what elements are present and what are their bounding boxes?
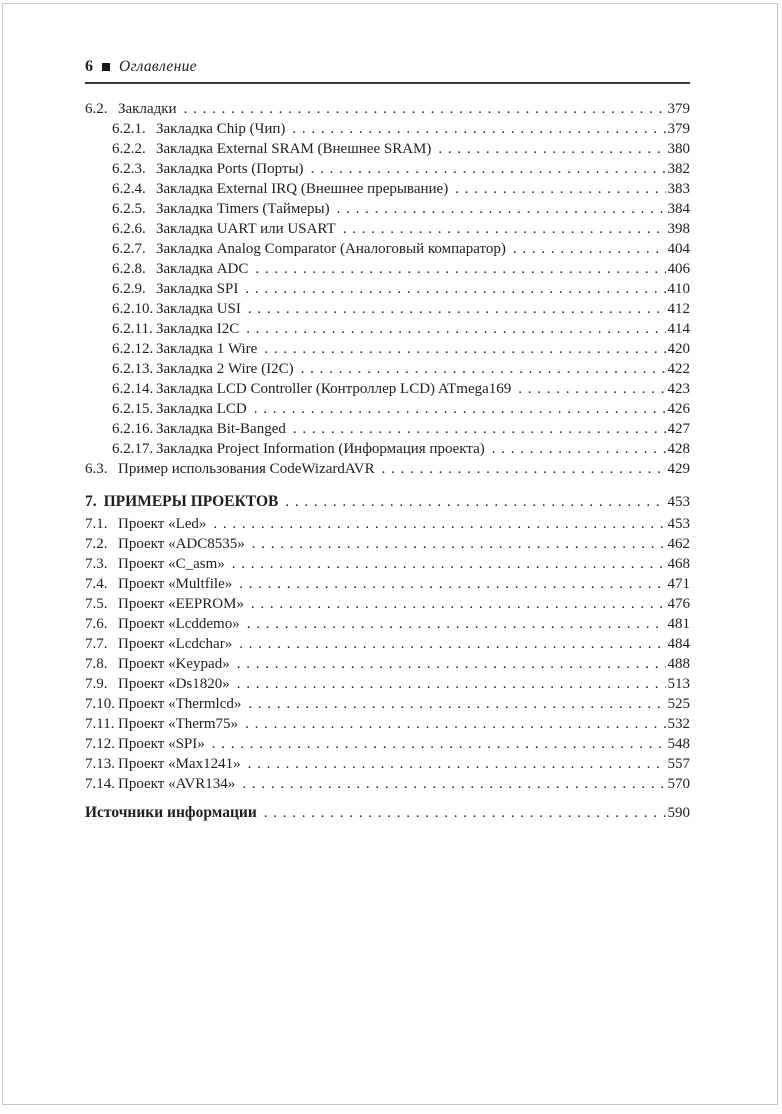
dot-leader [232, 574, 666, 594]
entry-page-number: 398 [667, 221, 690, 237]
dot-leader [247, 399, 666, 419]
entry-number: 7.8. [85, 656, 108, 672]
entry-page-number: 426 [667, 401, 690, 417]
toc-entry [85, 159, 690, 179]
entry-title: Проект «EEPROM» [118, 596, 244, 612]
toc-entry [85, 179, 690, 199]
dot-leader [304, 159, 666, 179]
entry-page-number: 427 [667, 421, 690, 437]
dot-leader [230, 674, 666, 694]
entry-title: Проект «Multfile» [118, 576, 233, 592]
dot-leader [448, 179, 666, 199]
toc-entry [85, 554, 690, 574]
entry-page-number: 471 [667, 576, 690, 592]
entry-page-number: 428 [667, 441, 690, 457]
dot-leader [506, 239, 666, 259]
dot-leader [241, 754, 666, 774]
entry-page-number: 380 [667, 141, 690, 157]
entry-number: 6.2.16. [112, 421, 154, 437]
entry-number: 6.2.11. [112, 321, 153, 337]
entry-page-number: 488 [667, 656, 690, 672]
entry-title: Закладка 1 Wire [156, 341, 258, 357]
entry-title: Закладка Project Information (Информация проекта) [156, 441, 485, 457]
toc-entry [85, 514, 690, 534]
entry-title: Закладка 2 Wire (I2C) [156, 361, 294, 377]
entry-title: Закладка External SRAM (Внешнее SRAM) [156, 141, 432, 157]
toc-entry [85, 534, 690, 554]
entry-title: Закладка Chip (Чип) [156, 121, 286, 137]
toc-entry [85, 339, 690, 359]
entry-number: 6.2.14. [112, 381, 154, 397]
dot-leader [232, 634, 666, 654]
dot-leader [177, 99, 666, 119]
entry-page-number: 484 [667, 636, 690, 652]
entry-title: Закладка Ports (Порты) [156, 161, 304, 177]
dot-leader [239, 319, 666, 339]
toc-entry [85, 199, 690, 219]
entry-title: Проект «SPI» [118, 736, 205, 752]
entry-page-number: 429 [667, 461, 690, 477]
toc-entry [85, 259, 690, 279]
page-content [3, 4, 777, 823]
entry-page-number: 404 [667, 241, 690, 257]
entry-page-number: 513 [667, 676, 690, 692]
entry-page-number: 384 [667, 201, 690, 217]
entry-number: 7.14. [85, 776, 115, 792]
entry-page-number: 468 [667, 556, 690, 572]
running-title: Оглавление [119, 58, 197, 75]
entry-title: Закладка ADC [156, 261, 249, 277]
entry-number: 7.3. [85, 556, 108, 572]
dot-leader [206, 514, 666, 534]
entry-number: 7.13. [85, 756, 115, 772]
entry-title: Закладка UART или USART [156, 221, 336, 237]
dot-leader [330, 199, 666, 219]
toc-entry [85, 399, 690, 419]
entry-page-number: 406 [667, 261, 690, 277]
entry-title: Проект «Ds1820» [118, 676, 230, 692]
entry-number: 7.6. [85, 616, 108, 632]
entry-title: Закладка External IRQ (Внешнее прерывание) [156, 181, 449, 197]
entry-page-number: 557 [667, 756, 690, 772]
entry-page-number: 525 [667, 696, 690, 712]
toc-entry [85, 359, 690, 379]
entry-page-number: 453 [667, 516, 690, 532]
entry-page-number: 414 [667, 321, 690, 337]
toc-entry [85, 459, 690, 479]
entry-number: 7.5. [85, 596, 108, 612]
toc-entry [85, 574, 690, 594]
entry-title: Проект «Lcdchar» [118, 636, 233, 652]
entry-title: Проект «Thermlcd» [118, 696, 242, 712]
toc-entry [85, 754, 690, 774]
entry-title: Проект «Led» [118, 516, 207, 532]
entry-number: 6.3. [85, 461, 108, 477]
dot-leader [257, 803, 666, 823]
toc-entry [85, 614, 690, 634]
entry-number: 6.2.12. [112, 341, 154, 357]
entry-number: 7. [85, 493, 97, 510]
toc-entry [85, 219, 690, 239]
entry-number: 7.12. [85, 736, 115, 752]
entry-page-number: 590 [667, 805, 690, 821]
entry-title: Проект «Keypad» [118, 656, 230, 672]
entry-number: 6.2.9. [112, 281, 146, 297]
entry-title: Закладка I2C [156, 321, 240, 337]
toc-entry [85, 634, 690, 654]
dot-leader [431, 139, 666, 159]
entry-title: Закладка SPI [156, 281, 239, 297]
dot-leader [336, 219, 666, 239]
book-page [2, 3, 778, 1105]
entry-number: 6.2.1. [112, 121, 146, 137]
table-of-contents [85, 99, 690, 823]
entry-number: 6.2.8. [112, 261, 146, 277]
entry-page-number: 462 [667, 536, 690, 552]
toc-entry [85, 803, 690, 823]
entry-number: 6.2.10. [112, 301, 154, 317]
entry-page-number: 481 [667, 616, 690, 632]
header-rule [85, 82, 690, 84]
entry-page-number: 379 [667, 121, 690, 137]
entry-number: 7.1. [85, 516, 108, 532]
toc-entry [85, 714, 690, 734]
dot-leader [375, 459, 666, 479]
dot-leader [485, 439, 666, 459]
entry-title: Проект «ADC8535» [118, 536, 245, 552]
toc-entry [85, 119, 690, 139]
dot-leader [241, 299, 666, 319]
toc-entry [85, 594, 690, 614]
entry-title: Закладки [118, 101, 177, 117]
dot-leader [240, 614, 666, 634]
dot-leader [205, 734, 666, 754]
entry-title: Закладка Analog Comparator (Аналоговый компаратор) [156, 241, 506, 257]
dot-leader [238, 279, 666, 299]
toc-entry [85, 239, 690, 259]
entry-title: Закладка Timers (Таймеры) [156, 201, 330, 217]
entry-title: Проект «Max1241» [118, 756, 241, 772]
dot-leader [245, 534, 666, 554]
entry-page-number: 570 [667, 776, 690, 792]
toc-entry [85, 654, 690, 674]
entry-page-number: 379 [667, 101, 690, 117]
entry-number: 6.2.6. [112, 221, 146, 237]
entry-number: 7.10. [85, 696, 115, 712]
dot-leader [511, 379, 666, 399]
entry-page-number: 532 [667, 716, 690, 732]
entry-title: Проект «AVR134» [118, 776, 236, 792]
entry-number: 6.2.4. [112, 181, 146, 197]
dot-leader [294, 359, 666, 379]
toc-entry [85, 299, 690, 319]
dot-leader [278, 492, 666, 512]
toc-entry [85, 379, 690, 399]
entry-title: Пример использования CodeWizardAVR [118, 461, 375, 477]
toc-entry [85, 674, 690, 694]
entry-page-number: 383 [667, 181, 690, 197]
entry-page-number: 420 [667, 341, 690, 357]
toc-entry [85, 694, 690, 714]
entry-page-number: 410 [667, 281, 690, 297]
entry-number: 7.2. [85, 536, 108, 552]
toc-entry [85, 99, 690, 119]
entry-page-number: 453 [667, 494, 690, 510]
toc-entry [85, 279, 690, 299]
entry-title: Закладка LCD [156, 401, 247, 417]
entry-number: 6.2. [85, 101, 108, 117]
entry-title: Источники информации [85, 804, 257, 821]
dot-leader [241, 694, 666, 714]
dot-leader [286, 419, 666, 439]
dot-leader [248, 259, 666, 279]
toc-entry [85, 139, 690, 159]
entry-number: 7.4. [85, 576, 108, 592]
dot-leader [257, 339, 666, 359]
dot-leader [230, 654, 666, 674]
toc-entry [85, 439, 690, 459]
toc-entry [85, 319, 690, 339]
entry-page-number: 476 [667, 596, 690, 612]
entry-number: 6.2.7. [112, 241, 146, 257]
entry-title: Закладка USI [156, 301, 241, 317]
entry-number: 6.2.3. [112, 161, 146, 177]
entry-page-number: 548 [667, 736, 690, 752]
square-bullet-icon [102, 63, 110, 71]
entry-number: 6.2.13. [112, 361, 154, 377]
folio-page-number: 6 [85, 58, 93, 75]
toc-entry [85, 492, 690, 512]
dot-leader [225, 554, 666, 574]
entry-title: ПРИМЕРЫ ПРОЕКТОВ [103, 493, 279, 510]
entry-page-number: 382 [667, 161, 690, 177]
toc-entry [85, 419, 690, 439]
toc-entry [85, 774, 690, 794]
entry-title: Закладка Bit-Banged [156, 421, 286, 437]
entry-number: 7.7. [85, 636, 108, 652]
toc-entry [85, 734, 690, 754]
entry-number: 6.2.5. [112, 201, 146, 217]
entry-page-number: 423 [667, 381, 690, 397]
dot-leader [244, 594, 666, 614]
entry-page-number: 422 [667, 361, 690, 377]
entry-title: Проект «Therm75» [118, 716, 239, 732]
entry-number: 6.2.2. [112, 141, 146, 157]
entry-title: Проект «C_asm» [118, 556, 225, 572]
entry-number: 6.2.17. [112, 441, 154, 457]
page-header [85, 57, 690, 76]
entry-number: 7.11. [85, 716, 115, 732]
entry-title: Закладка LCD Controller (Контроллер LCD) ATmega169 [156, 381, 512, 397]
entry-title: Проект «Lcddemo» [118, 616, 240, 632]
dot-leader [285, 119, 666, 139]
dot-leader [238, 714, 666, 734]
entry-number: 7.9. [85, 676, 108, 692]
dot-leader [235, 774, 666, 794]
entry-page-number: 412 [667, 301, 690, 317]
entry-number: 6.2.15. [112, 401, 154, 417]
